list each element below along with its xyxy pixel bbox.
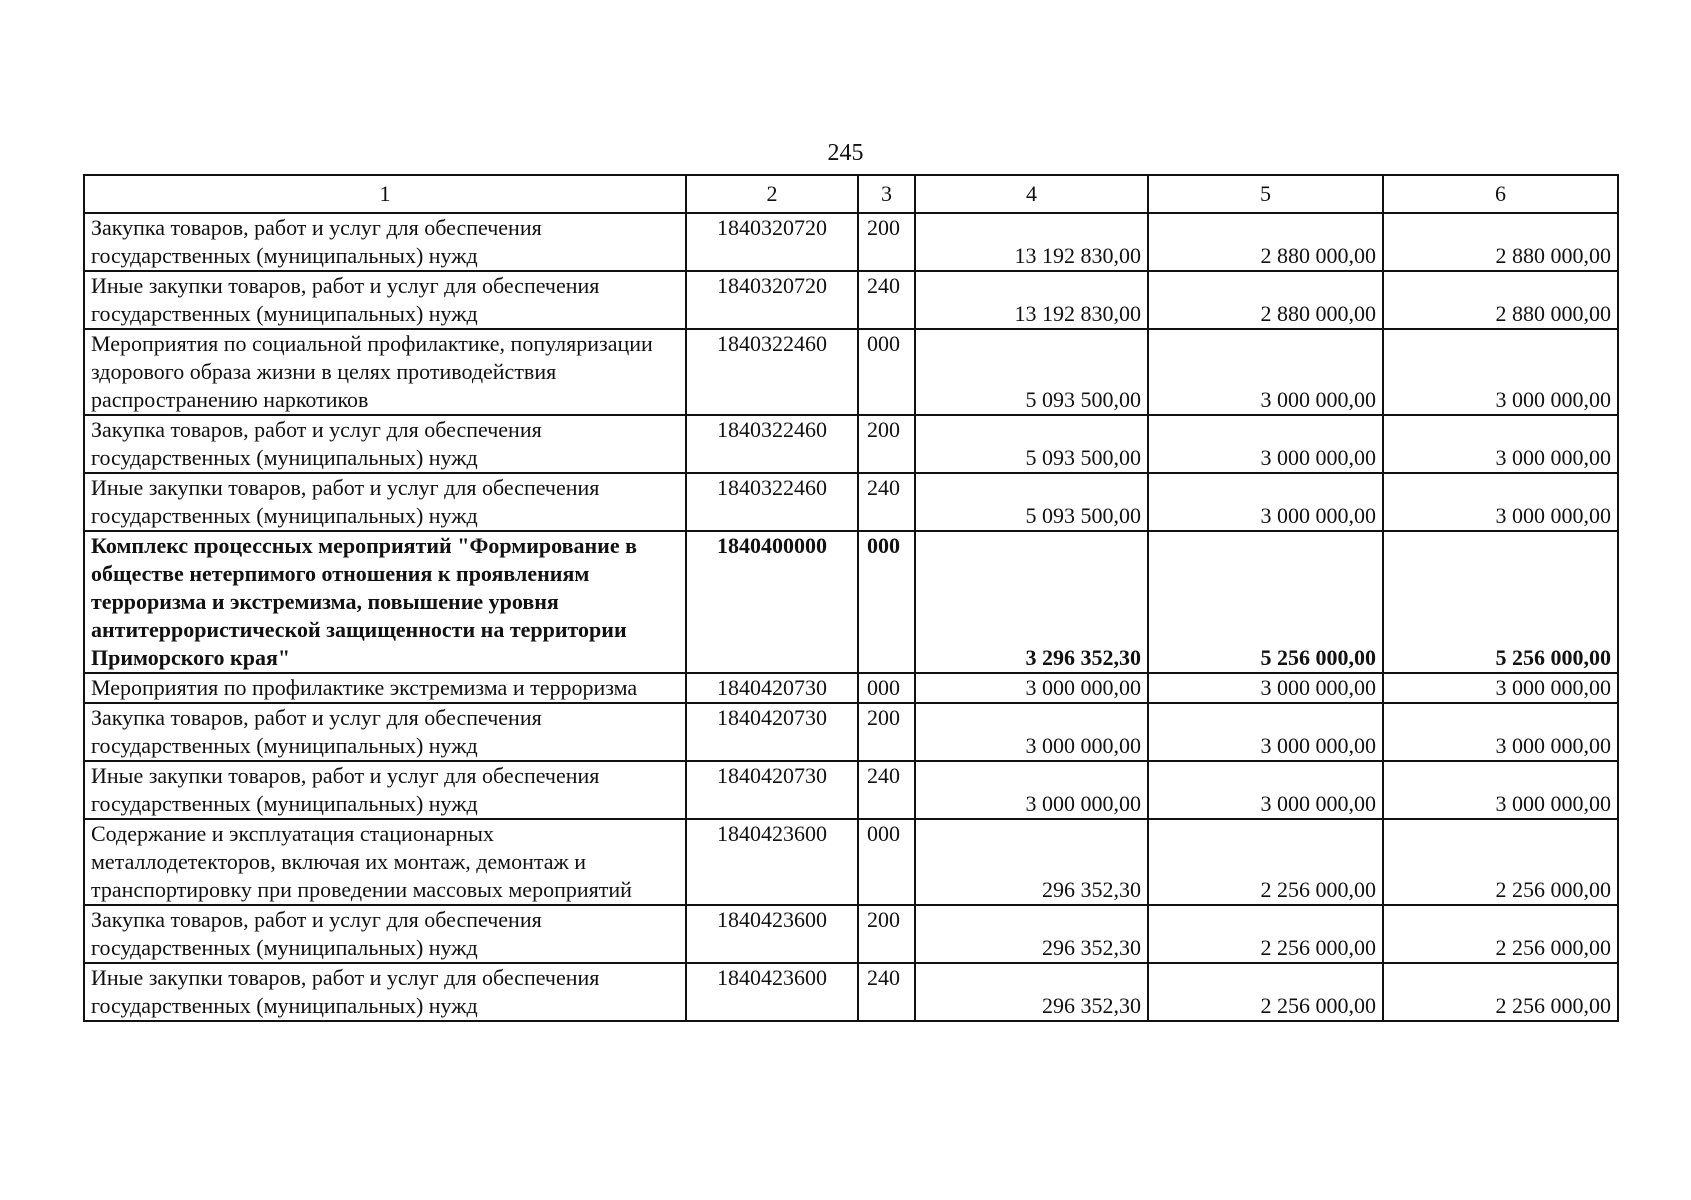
row-code-cell: 1840322460 <box>686 415 858 473</box>
row-value-col6-cell: 3 000 000,00 <box>1383 329 1618 415</box>
row-name-cell: Иные закупки товаров, работ и услуг для обеспечения государственных (муниципальных) нужд <box>84 963 686 1021</box>
row-type-cell: 200 <box>858 213 915 271</box>
row-value-col6-cell: 3 000 000,00 <box>1383 761 1618 819</box>
row-value-col5-cell: 3 000 000,00 <box>1148 703 1383 761</box>
row-value-col6-cell: 3 000 000,00 <box>1383 703 1618 761</box>
column-header-1: 1 <box>84 175 686 213</box>
row-code-cell: 1840320720 <box>686 271 858 329</box>
row-value-col6-cell: 3 000 000,00 <box>1383 473 1618 531</box>
row-name-cell: Мероприятия по социальной профилактике, популяризации здорового образа жизни в целях противодействия распространению наркотиков <box>84 329 686 415</box>
row-value-col6-cell: 2 880 000,00 <box>1383 271 1618 329</box>
row-value-col5-cell: 2 256 000,00 <box>1148 905 1383 963</box>
row-value-col6-cell: 2 256 000,00 <box>1383 905 1618 963</box>
row-name-cell: Иные закупки товаров, работ и услуг для обеспечения государственных (муниципальных) нужд <box>84 271 686 329</box>
table-row <box>84 819 1618 905</box>
row-type-cell: 200 <box>858 415 915 473</box>
table-row <box>84 531 1618 673</box>
row-code-cell: 1840423600 <box>686 963 858 1021</box>
row-value-col6-cell: 3 000 000,00 <box>1383 415 1618 473</box>
row-value-col4-cell: 3 296 352,30 <box>915 531 1148 673</box>
table-row <box>84 703 1618 761</box>
row-value-col5-cell: 3 000 000,00 <box>1148 673 1383 703</box>
row-code-cell: 1840322460 <box>686 473 858 531</box>
table-row <box>84 905 1618 963</box>
row-type-cell: 240 <box>858 761 915 819</box>
row-name-cell: Закупка товаров, работ и услуг для обеспечения государственных (муниципальных) нужд <box>84 703 686 761</box>
table-row <box>84 673 1618 703</box>
row-value-col4-cell: 5 093 500,00 <box>915 329 1148 415</box>
column-header-5: 5 <box>1148 175 1383 213</box>
row-value-col4-cell: 3 000 000,00 <box>915 761 1148 819</box>
row-value-col4-cell: 296 352,30 <box>915 819 1148 905</box>
table-row <box>84 415 1618 473</box>
table-header <box>84 175 1618 213</box>
table-row <box>84 329 1618 415</box>
row-type-cell: 240 <box>858 963 915 1021</box>
row-type-cell: 000 <box>858 329 915 415</box>
budget-table <box>83 174 1619 1022</box>
row-code-cell: 1840420730 <box>686 703 858 761</box>
row-value-col5-cell: 3 000 000,00 <box>1148 473 1383 531</box>
row-value-col5-cell: 2 880 000,00 <box>1148 213 1383 271</box>
row-type-cell: 000 <box>858 531 915 673</box>
column-header-4: 4 <box>915 175 1148 213</box>
row-value-col4-cell: 296 352,30 <box>915 963 1148 1021</box>
row-name-cell: Содержание и эксплуатация стационарных металлодетекторов, включая их монтаж, демонтаж и транспортировку при проведении массовых мероприятий <box>84 819 686 905</box>
table-row <box>84 963 1618 1021</box>
row-code-cell: 1840423600 <box>686 819 858 905</box>
row-value-col6-cell: 2 880 000,00 <box>1383 213 1618 271</box>
row-value-col4-cell: 5 093 500,00 <box>915 415 1148 473</box>
row-type-cell: 000 <box>858 819 915 905</box>
table-row <box>84 473 1618 531</box>
row-name-cell: Мероприятия по профилактике экстремизма и терроризма <box>84 673 686 703</box>
header-row <box>84 175 1618 213</box>
row-value-col4-cell: 296 352,30 <box>915 905 1148 963</box>
row-name-cell: Иные закупки товаров, работ и услуг для обеспечения государственных (муниципальных) нужд <box>84 761 686 819</box>
row-type-cell: 200 <box>858 905 915 963</box>
row-value-col5-cell: 5 256 000,00 <box>1148 531 1383 673</box>
row-value-col6-cell: 5 256 000,00 <box>1383 531 1618 673</box>
table-row <box>84 213 1618 271</box>
table-row <box>84 271 1618 329</box>
table-body <box>84 213 1618 1021</box>
row-value-col4-cell: 5 093 500,00 <box>915 473 1148 531</box>
page-number: 245 <box>827 140 864 166</box>
row-value-col5-cell: 3 000 000,00 <box>1148 415 1383 473</box>
column-header-6: 6 <box>1383 175 1618 213</box>
row-code-cell: 1840420730 <box>686 673 858 703</box>
row-value-col5-cell: 2 256 000,00 <box>1148 819 1383 905</box>
row-name-cell: Закупка товаров, работ и услуг для обеспечения государственных (муниципальных) нужд <box>84 213 686 271</box>
column-header-3: 3 <box>858 175 915 213</box>
row-type-cell: 200 <box>858 703 915 761</box>
row-name-cell: Комплекс процессных мероприятий "Формирование в обществе нетерпимого отношения к проявлениям терроризма и экстремизма, повышение уровня антитеррористической защищенности на территории Приморского края" <box>84 531 686 673</box>
table-row <box>84 761 1618 819</box>
row-value-col4-cell: 3 000 000,00 <box>915 703 1148 761</box>
row-value-col5-cell: 2 256 000,00 <box>1148 963 1383 1021</box>
row-value-col6-cell: 3 000 000,00 <box>1383 673 1618 703</box>
row-value-col4-cell: 3 000 000,00 <box>915 673 1148 703</box>
row-value-col5-cell: 2 880 000,00 <box>1148 271 1383 329</box>
row-code-cell: 1840423600 <box>686 905 858 963</box>
row-value-col5-cell: 3 000 000,00 <box>1148 761 1383 819</box>
row-type-cell: 240 <box>858 473 915 531</box>
row-name-cell: Закупка товаров, работ и услуг для обеспечения государственных (муниципальных) нужд <box>84 905 686 963</box>
row-code-cell: 1840320720 <box>686 213 858 271</box>
row-code-cell: 1840322460 <box>686 329 858 415</box>
row-value-col4-cell: 13 192 830,00 <box>915 271 1148 329</box>
row-code-cell: 1840400000 <box>686 531 858 673</box>
row-name-cell: Закупка товаров, работ и услуг для обеспечения государственных (муниципальных) нужд <box>84 415 686 473</box>
row-type-cell: 000 <box>858 673 915 703</box>
row-value-col6-cell: 2 256 000,00 <box>1383 819 1618 905</box>
column-header-2: 2 <box>686 175 858 213</box>
row-name-cell: Иные закупки товаров, работ и услуг для обеспечения государственных (муниципальных) нужд <box>84 473 686 531</box>
row-value-col5-cell: 3 000 000,00 <box>1148 329 1383 415</box>
row-value-col6-cell: 2 256 000,00 <box>1383 963 1618 1021</box>
row-value-col4-cell: 13 192 830,00 <box>915 213 1148 271</box>
row-code-cell: 1840420730 <box>686 761 858 819</box>
row-type-cell: 240 <box>858 271 915 329</box>
